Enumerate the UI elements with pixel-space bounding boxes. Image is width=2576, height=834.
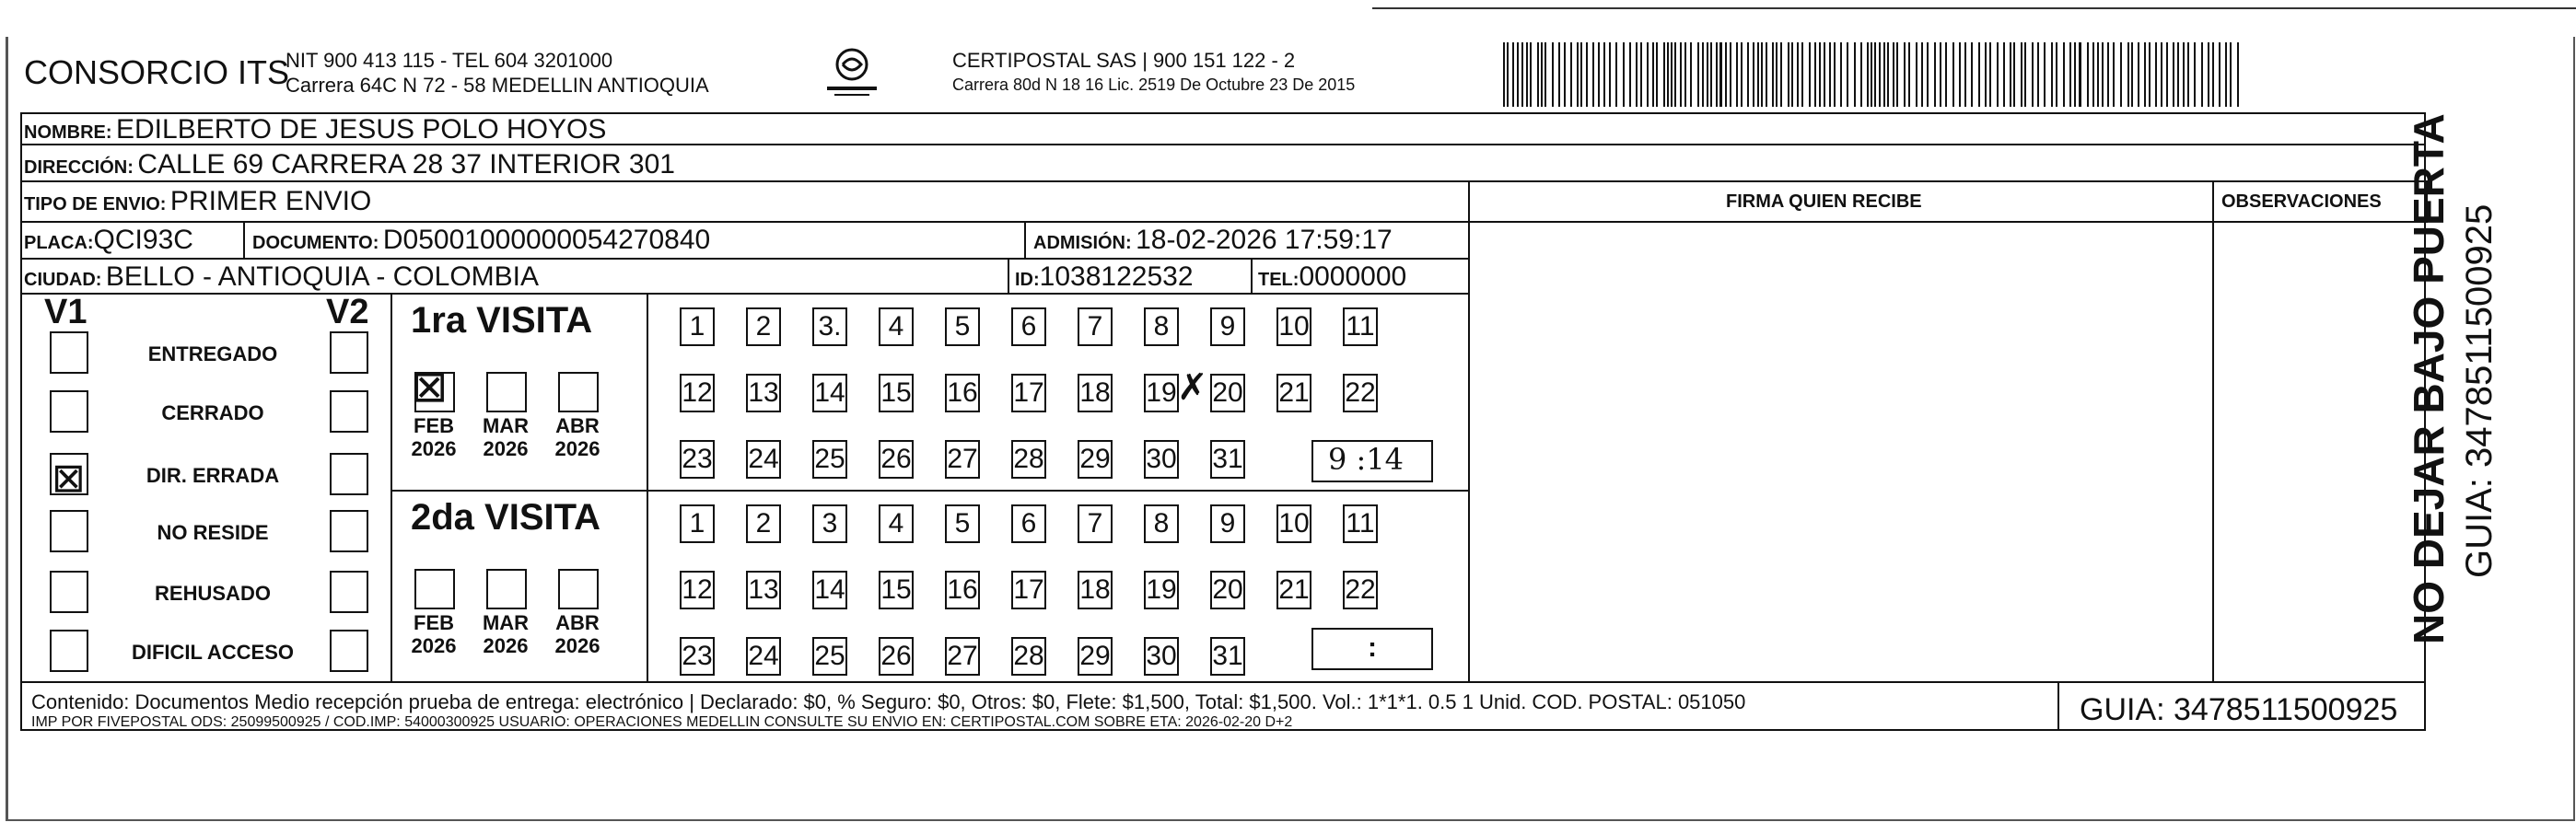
month-year: 2026 <box>483 634 529 657</box>
second-visit-month-box[interactable] <box>414 569 455 609</box>
second-visit-day-5[interactable]: 5 <box>945 504 980 543</box>
barcode-bar <box>1959 42 1961 107</box>
barcode-bar <box>1526 42 1528 107</box>
second-visit-day-29[interactable]: 29 <box>1078 637 1113 676</box>
barcode-bar <box>2161 42 2162 107</box>
admision-label: ADMISIÓN: <box>1033 233 1132 253</box>
status-label: DIR. ERRADA <box>146 464 280 487</box>
feb-check-mark: ⊠ <box>411 361 449 412</box>
barcode-bar <box>1647 42 1649 107</box>
barcode-bar <box>2087 42 2089 107</box>
second-visit-day-17[interactable]: 17 <box>1011 571 1046 609</box>
first-visit-day-4[interactable]: 4 <box>879 307 914 346</box>
month-label <box>545 611 610 657</box>
second-visit-day-16[interactable]: 16 <box>945 571 980 609</box>
first-visit-month-box[interactable] <box>486 372 527 412</box>
barcode-bar <box>1921 42 1923 107</box>
barcode-bar <box>1636 42 1638 107</box>
contenido-text: Contenido: Documentos Medio recepción prueba de entrega: electrónico | Declarado: $0, % Seguro: $0, Otros: $0, Flete: $1,500, Total: $1,500. Vol.: 1*1*1. 0.5 1 Unid. COD. POSTAL: 051050 <box>31 690 1746 713</box>
ciudad-cell <box>24 261 539 293</box>
barcode-bar <box>1530 42 1532 107</box>
v1-checkbox[interactable] <box>50 510 88 552</box>
status-label: REHUSADO <box>155 582 271 605</box>
barcode-bar <box>1871 42 1872 107</box>
first-visit-day-31[interactable]: 31 <box>1210 440 1245 479</box>
barcode-bar <box>2208 42 2209 107</box>
barcode-bar <box>1978 42 1980 107</box>
barcode-bar <box>2183 42 2185 107</box>
first-visit-day-29[interactable]: 29 <box>1078 440 1113 479</box>
barcode-bar <box>1791 42 1793 107</box>
direccion-value: CALLE 69 CARRERA 28 37 INTERIOR 301 <box>137 149 675 180</box>
month-name: FEB <box>414 414 454 437</box>
barcode-bar <box>1867 42 1869 107</box>
first-visit-day-22[interactable]: 22 <box>1343 374 1378 412</box>
barcode-bar <box>1656 42 1658 107</box>
barcode-bar <box>1544 42 1546 107</box>
id-cell <box>1015 261 1194 293</box>
barcode-bar <box>1997 42 1999 107</box>
first-visit-day-2[interactable]: 2 <box>746 307 781 346</box>
barcode-bar <box>2149 42 2151 107</box>
barcode-bar <box>1757 42 1759 107</box>
imp-text: IMP POR FIVEPOSTAL ODS: 25099500925 / COD.IMP: 54000300925 USUARIO: OPERACIONES MEDELLIN CONSULTE SU ENVIO EN: CERTIPOSTAL.COM SOBRE ETA: 2026-02-20 D+2 <box>31 714 1293 730</box>
barcode-bar <box>2225 42 2227 107</box>
second-visit-day-10[interactable]: 10 <box>1276 504 1311 543</box>
status-label: DIFICIL ACCESO <box>131 641 294 664</box>
nit-line: NIT 900 413 115 - TEL 604 3201000 <box>286 49 613 72</box>
barcode-bar <box>2032 42 2034 107</box>
barcode-bar <box>1517 42 1519 107</box>
barcode-bar <box>1780 42 1782 107</box>
v1-checkbox[interactable] <box>50 630 88 672</box>
barcode-bar <box>1860 42 1862 107</box>
barcode-bar <box>1874 42 1876 107</box>
first-visit-day-26[interactable]: 26 <box>879 440 914 479</box>
tipo-value: PRIMER ENVIO <box>169 186 372 216</box>
barcode-bar <box>1512 42 1514 107</box>
barcode-bar <box>2069 42 2071 107</box>
barcode-bar <box>1541 42 1543 107</box>
barcode-bar <box>2056 42 2057 107</box>
barcode-bar <box>1952 42 1954 107</box>
barcode-bar <box>1904 42 1906 107</box>
barcode-bar <box>2024 42 2026 107</box>
brand-name: CONSORCIO ITS <box>24 53 290 91</box>
barcode-bar <box>1615 42 1617 107</box>
barcode-bar <box>1725 42 1727 107</box>
barcode-bar <box>1916 42 1917 107</box>
certipostal-logo <box>801 46 903 101</box>
month-name: ABR <box>555 611 600 634</box>
barcode-bar <box>1552 42 1554 107</box>
observaciones-label: OBSERVACIONES <box>2221 191 2382 212</box>
nombre-value: EDILBERTO DE JESUS POLO HOYOS <box>116 114 607 145</box>
barcode-bar <box>1847 42 1848 107</box>
first-visit-title: 1ra VISITA <box>411 300 593 341</box>
barcode-bar <box>1893 42 1894 107</box>
barcode-bar <box>1896 42 1898 107</box>
month-name: FEB <box>414 611 454 634</box>
barcode-bar <box>2102 42 2104 107</box>
barcode-bar <box>1753 42 1754 107</box>
barcode-bar <box>1814 42 1816 107</box>
second-visit-day-9[interactable]: 9 <box>1210 504 1245 543</box>
first-visit-day-18[interactable]: 18 <box>1078 374 1113 412</box>
month-name: MAR <box>482 414 530 437</box>
direccion-label: DIRECCIÓN: <box>24 157 134 178</box>
firma-label: FIRMA QUIEN RECIBE <box>1726 191 1922 212</box>
barcode-bar <box>2021 42 2022 107</box>
v2-checkbox[interactable] <box>330 630 368 672</box>
first-visit-day-21[interactable]: 21 <box>1276 374 1311 412</box>
barcode-bar <box>2173 42 2174 107</box>
documento-label: DOCUMENTO: <box>252 233 379 253</box>
barcode-bar <box>2092 42 2094 107</box>
month-year: 2026 <box>411 437 457 460</box>
barcode-bar <box>1940 42 1941 107</box>
barcode-bar <box>2051 42 2053 107</box>
documento-value: D05001000000054270840 <box>382 225 711 255</box>
barcode-bar <box>2187 42 2189 107</box>
barcode-bar <box>1507 42 1509 107</box>
barcode-bar <box>1603 42 1605 107</box>
barcode-bar <box>1690 42 1692 107</box>
barcode-bar <box>1680 42 1682 107</box>
first-visit-day-3[interactable]: 3. <box>812 307 847 346</box>
barcode-bar <box>1586 42 1588 107</box>
barcode-bar <box>1824 42 1825 107</box>
barcode-bar <box>1883 42 1885 107</box>
barcode-bar <box>1564 42 1566 107</box>
barcode-bar <box>2212 42 2214 107</box>
barcode-bar <box>2097 42 2099 107</box>
barcode-bar <box>1592 42 1594 107</box>
month-year: 2026 <box>411 634 457 657</box>
carrier-address: Carrera 80d N 18 16 Lic. 2519 De Octubre 23 De 2015 <box>952 75 1356 94</box>
second-visit-title: 2da VISITA <box>411 497 600 538</box>
barcode-bar <box>1537 42 1539 107</box>
barcode-bar <box>1558 42 1560 107</box>
ciudad-value: BELLO - ANTIOQUIA - COLOMBIA <box>105 261 540 292</box>
barcode-bar <box>1570 42 1572 107</box>
second-visit-day-4[interactable]: 4 <box>879 504 914 543</box>
day-check-mark: ✗ <box>1177 366 1208 409</box>
month-name: MAR <box>482 611 530 634</box>
dir-errada-v1-check: ⊠ <box>52 455 86 502</box>
barcode-bar <box>1934 42 1936 107</box>
month-label <box>473 414 538 460</box>
second-visit-day-19[interactable]: 19 <box>1144 571 1179 609</box>
barcode-bar <box>1840 42 1842 107</box>
second-visit-day-22[interactable]: 22 <box>1343 571 1378 609</box>
first-visit-day-16[interactable]: 16 <box>945 374 980 412</box>
barcode-bar <box>1719 42 1722 107</box>
month-name: ABR <box>555 414 600 437</box>
barcode-bar <box>1640 42 1642 107</box>
v2-checkbox[interactable] <box>330 331 368 374</box>
barcode-bar <box>2044 42 2046 107</box>
second-visit-day-12[interactable]: 12 <box>680 571 715 609</box>
first-visit-day-10[interactable]: 10 <box>1276 307 1311 346</box>
barcode-bar <box>1684 42 1686 107</box>
barcode-bar <box>1747 42 1749 107</box>
id-value: 1038122532 <box>1039 261 1194 292</box>
barcode-bar <box>2127 42 2129 107</box>
barcode-bar <box>1697 42 1699 107</box>
documento-cell <box>252 225 710 256</box>
barcode-bar <box>1854 42 1856 107</box>
second-visit-day-30[interactable]: 30 <box>1144 637 1179 676</box>
barcode-bar <box>1766 42 1767 107</box>
barcode-bar <box>1908 42 1910 107</box>
second-visit-day-31[interactable]: 31 <box>1210 637 1245 676</box>
second-visit-time[interactable]: : <box>1311 628 1433 670</box>
barcode-bar <box>1652 42 1654 107</box>
barcode-bar <box>1707 42 1708 107</box>
second-visit-day-3[interactable]: 3 <box>812 504 847 543</box>
barcode-bar <box>1809 42 1811 107</box>
tipo-row <box>24 186 371 217</box>
barcode-bar <box>2107 42 2109 107</box>
second-visit-month-box[interactable] <box>558 569 599 609</box>
second-visit-day-26[interactable]: 26 <box>879 637 914 676</box>
barcode-bar <box>1730 42 1731 107</box>
admision-cell <box>1033 225 1393 256</box>
second-visit-day-13[interactable]: 13 <box>746 571 781 609</box>
barcode-bar <box>1736 42 1738 107</box>
status-label: ENTREGADO <box>147 342 278 365</box>
v2-label: V2 <box>326 293 369 331</box>
barcode-bar <box>2079 42 2081 107</box>
first-visit-day-12[interactable]: 12 <box>680 374 715 412</box>
second-visit-day-23[interactable]: 23 <box>680 637 715 676</box>
barcode-bar <box>2155 42 2157 107</box>
status-label: CERRADO <box>161 401 264 424</box>
barcode-bar <box>1879 42 1881 107</box>
barcode-bar <box>2113 42 2115 107</box>
first-visit-day-20[interactable]: 20 <box>1210 374 1245 412</box>
barcode-bar <box>2201 42 2203 107</box>
second-visit-day-8[interactable]: 8 <box>1144 504 1179 543</box>
tel-cell <box>1258 261 1406 293</box>
first-visit-day-7[interactable]: 7 <box>1078 307 1113 346</box>
second-visit-day-6[interactable]: 6 <box>1011 504 1046 543</box>
tel-label: TEL: <box>1258 270 1300 290</box>
first-visit-time-value: 9 :14 <box>1328 442 1405 477</box>
month-label <box>402 414 466 460</box>
barcode-bar <box>1716 42 1718 107</box>
barcode-bar <box>2037 42 2039 107</box>
barcode-bar <box>1598 42 1600 107</box>
barcode-bar <box>2131 42 2133 107</box>
barcode-bar <box>2144 42 2146 107</box>
barcode-bar <box>1761 42 1763 107</box>
month-year: 2026 <box>483 437 529 460</box>
barcode-bar <box>2010 42 2011 107</box>
v1-label: V1 <box>44 293 87 331</box>
first-visit-day-1[interactable]: 1 <box>680 307 715 346</box>
month-year: 2026 <box>554 437 600 460</box>
month-label <box>473 611 538 657</box>
barcode-bar <box>1797 42 1799 107</box>
barcode-bar <box>1577 42 1579 107</box>
first-visit-day-17[interactable]: 17 <box>1011 374 1046 412</box>
barcode-bar <box>1623 42 1625 107</box>
no-dejar-text: NO DEJAR BAJO PUERTA <box>2405 113 2453 644</box>
barcode-bar <box>2120 42 2122 107</box>
first-visit-day-24[interactable]: 24 <box>746 440 781 479</box>
guia-box: GUIA: 3478511500925 <box>2080 692 2398 727</box>
placa-label: PLACA: <box>24 233 94 253</box>
carrier-line: CERTIPOSTAL SAS | 900 151 122 - 2 <box>952 49 1296 72</box>
v2-checkbox[interactable] <box>330 453 368 495</box>
first-visit-day-28[interactable]: 28 <box>1011 440 1046 479</box>
placa-value: QCI93C <box>93 225 193 255</box>
barcode-bar <box>1609 42 1611 107</box>
address-line: Carrera 64C N 72 - 58 MEDELLIN ANTIOQUIA <box>286 74 709 97</box>
placa-cell <box>24 225 193 256</box>
ciudad-label: CIUDAD: <box>24 270 102 290</box>
barcode-bar <box>2237 42 2239 107</box>
barcode-bar <box>2003 42 2005 107</box>
second-visit-month-box[interactable] <box>486 569 527 609</box>
status-label: NO RESIDE <box>157 521 269 544</box>
barcode-bar <box>1989 42 1991 107</box>
barcode-bar <box>1834 42 1836 107</box>
first-visit-day-8[interactable]: 8 <box>1144 307 1179 346</box>
second-visit-day-1[interactable]: 1 <box>680 504 715 543</box>
barcode-bar <box>1667 42 1669 107</box>
direccion-row <box>24 149 675 180</box>
barcode-bar <box>2230 42 2232 107</box>
barcode-bar <box>2074 42 2076 107</box>
v2-checkbox[interactable] <box>330 510 368 552</box>
v1-checkbox[interactable] <box>50 571 88 613</box>
first-visit-day-27[interactable]: 27 <box>945 440 980 479</box>
v1-checkbox[interactable] <box>50 331 88 374</box>
first-visit-day-30[interactable]: 30 <box>1144 440 1179 479</box>
barcode-bar <box>1629 42 1631 107</box>
barcode-bar <box>1788 42 1789 107</box>
barcode-bar <box>1829 42 1831 107</box>
carrier-info <box>952 48 1355 98</box>
barcode-bar <box>1927 42 1929 107</box>
first-visit-day-6[interactable]: 6 <box>1011 307 1046 346</box>
barcode-bar <box>1710 42 1712 107</box>
barcode-bar <box>1702 42 1704 107</box>
first-visit-day-14[interactable]: 14 <box>812 374 847 412</box>
barcode-bar <box>1663 42 1665 107</box>
first-visit-month-box[interactable] <box>558 372 599 412</box>
tel-value: 0000000 <box>1299 261 1407 292</box>
v2-checkbox[interactable] <box>330 571 368 613</box>
second-visit-day-25[interactable]: 25 <box>812 637 847 676</box>
first-visit-day-23[interactable]: 23 <box>680 440 715 479</box>
side-guia-text: GUIA: 3478511500925 <box>2459 203 2500 578</box>
barcode-bar <box>1521 42 1523 107</box>
second-visit-day-21[interactable]: 21 <box>1276 571 1311 609</box>
second-visit-day-11[interactable]: 11 <box>1343 504 1378 543</box>
barcode-bar <box>1971 42 1973 107</box>
id-label: ID: <box>1015 270 1040 290</box>
first-visit-day-11[interactable]: 11 <box>1343 307 1378 346</box>
first-visit-day-5[interactable]: 5 <box>945 307 980 346</box>
barcode-bar <box>1776 42 1778 107</box>
barcode-bar <box>1819 42 1821 107</box>
second-visit-day-27[interactable]: 27 <box>945 637 980 676</box>
barcode-bar <box>2138 42 2139 107</box>
month-label <box>402 611 466 657</box>
barcode-bar <box>1674 42 1676 107</box>
second-visit-day-20[interactable]: 20 <box>1210 571 1245 609</box>
barcode-bar <box>1801 42 1803 107</box>
barcode-bar <box>2013 42 2015 107</box>
barcode-bar <box>2166 42 2168 107</box>
second-visit-day-7[interactable]: 7 <box>1078 504 1113 543</box>
barcode-bar <box>1580 42 1582 107</box>
scan-edge-top <box>1372 0 2576 9</box>
barcode <box>1503 42 2247 107</box>
barcode-bar <box>1741 42 1743 107</box>
nombre-label: NOMBRE: <box>24 122 112 143</box>
barcode-bar <box>1772 42 1774 107</box>
brand-info <box>286 48 709 98</box>
month-label <box>545 414 610 460</box>
v1-checkbox[interactable] <box>50 390 88 433</box>
second-visit-day-15[interactable]: 15 <box>879 571 914 609</box>
barcode-bar <box>2194 42 2196 107</box>
first-visit-time[interactable] <box>1311 440 1433 482</box>
v2-checkbox[interactable] <box>330 390 368 433</box>
barcode-bar <box>1887 42 1889 107</box>
first-visit-day-9[interactable]: 9 <box>1210 307 1245 346</box>
barcode-bar <box>2177 42 2179 107</box>
first-visit-day-13[interactable]: 13 <box>746 374 781 412</box>
nombre-row <box>24 114 606 145</box>
admision-value: 18-02-2026 17:59:17 <box>1136 225 1393 255</box>
month-year: 2026 <box>554 634 600 657</box>
tipo-label: TIPO DE ENVIO: <box>24 194 167 214</box>
barcode-bar <box>1671 42 1673 107</box>
barcode-bar <box>2219 42 2220 107</box>
barcode-bar <box>1945 42 1947 107</box>
second-visit-day-18[interactable]: 18 <box>1078 571 1113 609</box>
barcode-bar <box>2063 42 2065 107</box>
second-visit-day-28[interactable]: 28 <box>1011 637 1046 676</box>
first-visit-day-25[interactable]: 25 <box>812 440 847 479</box>
barcode-bar <box>1985 42 1987 107</box>
second-visit-day-14[interactable]: 14 <box>812 571 847 609</box>
first-visit-day-19[interactable]: 19 <box>1144 374 1179 412</box>
first-visit-day-15[interactable]: 15 <box>879 374 914 412</box>
barcode-bar <box>1503 42 1505 107</box>
second-visit-day-2[interactable]: 2 <box>746 504 781 543</box>
barcode-bar <box>1964 42 1966 107</box>
second-visit-day-24[interactable]: 24 <box>746 637 781 676</box>
